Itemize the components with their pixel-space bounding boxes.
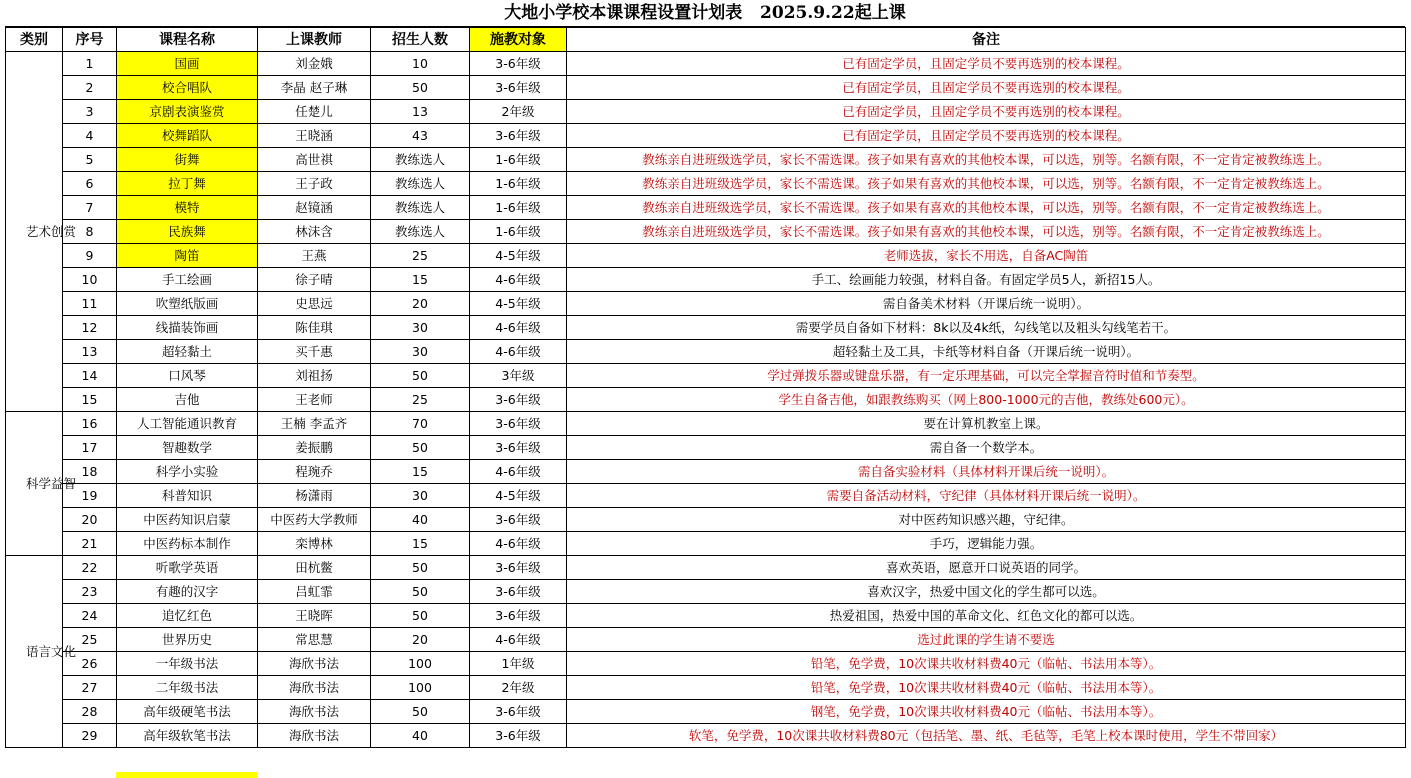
grade-cell[interactable]: 2年级 (470, 676, 567, 700)
course-cell[interactable]: 高年级硬笔书法 (117, 700, 258, 724)
grade-cell[interactable]: 3-6年级 (470, 412, 567, 436)
table-row[interactable] (6, 244, 1406, 268)
grade-cell[interactable]: 4-5年级 (470, 244, 567, 268)
grade-cell[interactable]: 1-6年级 (470, 220, 567, 244)
teacher-cell[interactable]: 海欣书法 (258, 700, 371, 724)
grade-cell[interactable]: 2年级 (470, 100, 567, 124)
table-row[interactable] (6, 148, 1406, 172)
table-row[interactable] (6, 52, 1406, 76)
quota-cell[interactable]: 25 (371, 388, 470, 412)
header-note: 备注 (567, 28, 1406, 52)
course-cell[interactable]: 听歌学英语 (117, 556, 258, 580)
teacher-cell[interactable]: 王子政 (258, 172, 371, 196)
quota-cell[interactable]: 10 (371, 52, 470, 76)
table-row[interactable] (6, 124, 1406, 148)
grade-cell[interactable]: 3-6年级 (470, 556, 567, 580)
teacher-cell[interactable]: 李晶 赵子琳 (258, 76, 371, 100)
index-cell[interactable]: 14 (63, 364, 117, 388)
note-cell[interactable]: 钢笔，免学费，10次课共收材料费40元（临帖、书法用本等）。 (567, 700, 1406, 724)
teacher-cell[interactable]: 刘金娥 (258, 52, 371, 76)
course-cell[interactable]: 拉丁舞 (117, 172, 258, 196)
quota-cell[interactable]: 50 (371, 700, 470, 724)
course-cell[interactable]: 超轻黏土 (117, 340, 258, 364)
quota-cell[interactable]: 40 (371, 724, 470, 748)
grade-cell[interactable]: 3-6年级 (470, 508, 567, 532)
index-cell[interactable]: 29 (63, 724, 117, 748)
course-cell[interactable]: 二年级书法 (117, 676, 258, 700)
course-cell[interactable]: 吉他 (117, 388, 258, 412)
quota-cell[interactable]: 20 (371, 292, 470, 316)
teacher-cell[interactable]: 吕虹霏 (258, 580, 371, 604)
quota-cell[interactable]: 30 (371, 484, 470, 508)
note-cell[interactable]: 已有固定学员，且固定学员不要再选别的校本课程。 (567, 76, 1406, 100)
quota-cell[interactable]: 13 (371, 100, 470, 124)
course-cell[interactable]: 民族舞 (117, 220, 258, 244)
grade-cell[interactable]: 3-6年级 (470, 700, 567, 724)
grade-cell[interactable]: 4-6年级 (470, 316, 567, 340)
sheet-title: 大地小学校本课课程设置计划表 2025.9.22起上课 (504, 3, 906, 23)
table-row[interactable] (6, 316, 1406, 340)
category-label: 艺术创赏 (26, 223, 77, 239)
note-cell[interactable]: 已有固定学员，且固定学员不要再选别的校本课程。 (567, 124, 1406, 148)
index-cell[interactable]: 11 (63, 292, 117, 316)
note-cell[interactable]: 需自备一个数学本。 (567, 436, 1406, 460)
table-row[interactable] (6, 268, 1406, 292)
course-cell[interactable]: 手工绘画 (117, 268, 258, 292)
note-cell[interactable]: 学过弹拨乐器或键盘乐器，有一定乐理基础，可以完全掌握音符时值和节奏型。 (567, 364, 1406, 388)
teacher-cell[interactable]: 田杭鳖 (258, 556, 371, 580)
teacher-cell[interactable]: 海欣书法 (258, 676, 371, 700)
teacher-cell[interactable]: 王老师 (258, 388, 371, 412)
quota-cell[interactable]: 15 (371, 460, 470, 484)
index-cell[interactable]: 1 (63, 52, 117, 76)
header-teacher: 上课教师 (258, 28, 371, 52)
grade-cell[interactable]: 1-6年级 (470, 148, 567, 172)
note-cell[interactable]: 教练亲自进班级选学员，家长不需选课。孩子如果有喜欢的其他校本课，可以选，别等。名额有限，不一定肯定被教练选上。 (567, 196, 1406, 220)
table-row[interactable] (6, 220, 1406, 244)
table-row[interactable] (6, 604, 1406, 628)
category-cell[interactable] (6, 52, 77, 412)
quota-cell[interactable]: 70 (371, 412, 470, 436)
index-cell[interactable]: 17 (63, 436, 117, 460)
course-cell[interactable]: 吹塑纸版画 (117, 292, 258, 316)
table-row[interactable] (6, 172, 1406, 196)
index-cell[interactable]: 15 (63, 388, 117, 412)
quota-cell[interactable]: 50 (371, 604, 470, 628)
header-quota: 招生人数 (371, 28, 470, 52)
grade-cell[interactable]: 3-6年级 (470, 388, 567, 412)
course-cell[interactable]: 国画 (117, 52, 258, 76)
course-cell[interactable]: 科普知识 (117, 484, 258, 508)
teacher-cell[interactable]: 赵镜涵 (258, 196, 371, 220)
header-category: 类别 (6, 28, 63, 52)
index-cell[interactable]: 22 (63, 556, 117, 580)
grade-cell[interactable]: 3-6年级 (470, 580, 567, 604)
course-cell[interactable]: 追忆红色 (117, 604, 258, 628)
header-row (6, 28, 1406, 52)
table-row[interactable] (6, 460, 1406, 484)
index-cell[interactable]: 5 (63, 148, 117, 172)
course-cell[interactable]: 一年级书法 (117, 652, 258, 676)
note-cell[interactable]: 教练亲自进班级选学员，家长不需选课。孩子如果有喜欢的其他校本课，可以选，别等。名额有限，不一定肯定被教练选上。 (567, 172, 1406, 196)
note-cell[interactable]: 铅笔，免学费，10次课共收材料费40元（临帖、书法用本等）。 (567, 676, 1406, 700)
teacher-cell[interactable]: 姜振鹏 (258, 436, 371, 460)
teacher-cell[interactable]: 常思慧 (258, 628, 371, 652)
index-cell[interactable]: 27 (63, 676, 117, 700)
course-cell[interactable]: 有趣的汉字 (117, 580, 258, 604)
teacher-cell[interactable]: 高世祺 (258, 148, 371, 172)
next-row-highlight (116, 772, 257, 778)
table-row[interactable] (6, 388, 1406, 412)
course-cell[interactable]: 校舞蹈队 (117, 124, 258, 148)
note-cell[interactable]: 已有固定学员，且固定学员不要再选别的校本课程。 (567, 100, 1406, 124)
grade-cell[interactable]: 4-6年级 (470, 532, 567, 556)
note-cell[interactable]: 已有固定学员，且固定学员不要再选别的校本课程。 (567, 52, 1406, 76)
teacher-cell[interactable]: 程琬乔 (258, 460, 371, 484)
grade-cell[interactable]: 3-6年级 (470, 724, 567, 748)
index-cell[interactable]: 24 (63, 604, 117, 628)
table-row[interactable] (6, 508, 1406, 532)
quota-cell[interactable]: 50 (371, 76, 470, 100)
grade-cell[interactable]: 3-6年级 (470, 436, 567, 460)
index-cell[interactable]: 12 (63, 316, 117, 340)
course-cell[interactable]: 智趣数学 (117, 436, 258, 460)
grade-cell[interactable]: 3年级 (470, 364, 567, 388)
quota-cell[interactable]: 100 (371, 652, 470, 676)
grade-cell[interactable]: 4-5年级 (470, 484, 567, 508)
course-table (5, 27, 1406, 748)
grade-cell[interactable]: 3-6年级 (470, 52, 567, 76)
note-cell[interactable]: 手巧，逻辑能力强。 (567, 532, 1406, 556)
table-row[interactable] (6, 196, 1406, 220)
index-cell[interactable]: 26 (63, 652, 117, 676)
quota-cell[interactable]: 教练选人 (371, 220, 470, 244)
teacher-cell[interactable]: 海欣书法 (258, 724, 371, 748)
note-cell[interactable]: 学生自备吉他，如跟教练购买（网上800-1000元的吉他，教练处600元）。 (567, 388, 1406, 412)
header-index: 序号 (63, 28, 117, 52)
index-cell[interactable]: 8 (63, 220, 117, 244)
note-cell[interactable]: 超轻黏土及工具，卡纸等材料自备（开课后统一说明）。 (567, 340, 1406, 364)
quota-cell[interactable]: 教练选人 (371, 148, 470, 172)
table-row[interactable] (6, 412, 1406, 436)
teacher-cell[interactable]: 买千惠 (258, 340, 371, 364)
sheet-title-row (5, 0, 1405, 27)
table-row[interactable] (6, 628, 1406, 652)
quota-cell[interactable]: 50 (371, 580, 470, 604)
note-cell[interactable]: 软笔，免学费，10次课共收材料费80元（包括笔、墨、纸、毛毡等，毛笔上校本课时使用，学生不带回家） (567, 724, 1406, 748)
index-cell[interactable]: 6 (63, 172, 117, 196)
note-cell[interactable]: 要在计算机教室上课。 (567, 412, 1406, 436)
index-cell[interactable]: 10 (63, 268, 117, 292)
note-cell[interactable]: 铅笔，免学费，10次课共收材料费40元（临帖、书法用本等）。 (567, 652, 1406, 676)
quota-cell[interactable]: 教练选人 (371, 172, 470, 196)
note-cell[interactable]: 教练亲自进班级选学员，家长不需选课。孩子如果有喜欢的其他校本课，可以选，别等。名额有限，不一定肯定被教练选上。 (567, 148, 1406, 172)
grade-cell[interactable]: 1-6年级 (470, 172, 567, 196)
quota-cell[interactable]: 50 (371, 364, 470, 388)
note-cell[interactable]: 需自备实验材料（具体材料开课后统一说明）。 (567, 460, 1406, 484)
quota-cell[interactable]: 50 (371, 556, 470, 580)
header-grade: 施教对象 (470, 28, 567, 52)
teacher-cell[interactable]: 海欣书法 (258, 652, 371, 676)
course-cell[interactable]: 陶笛 (117, 244, 258, 268)
course-cell[interactable]: 口风琴 (117, 364, 258, 388)
grade-cell[interactable]: 3-6年级 (470, 76, 567, 100)
index-cell[interactable]: 13 (63, 340, 117, 364)
teacher-cell[interactable]: 王晓涵 (258, 124, 371, 148)
grade-cell[interactable]: 4-6年级 (470, 628, 567, 652)
table-row[interactable] (6, 724, 1406, 748)
category-label: 科学益智 (26, 475, 77, 491)
index-cell[interactable]: 4 (63, 124, 117, 148)
index-cell[interactable]: 25 (63, 628, 117, 652)
teacher-cell[interactable]: 王燕 (258, 244, 371, 268)
index-cell[interactable]: 28 (63, 700, 117, 724)
index-cell[interactable]: 20 (63, 508, 117, 532)
note-cell[interactable]: 热爱祖国，热爱中国的革命文化、红色文化的都可以选。 (567, 604, 1406, 628)
index-cell[interactable]: 7 (63, 196, 117, 220)
grade-cell[interactable]: 1年级 (470, 652, 567, 676)
teacher-cell[interactable]: 刘祖扬 (258, 364, 371, 388)
note-cell[interactable]: 需要学员自备如下材料：8k以及4k纸，勾线笔以及粗头勾线笔若干。 (567, 316, 1406, 340)
course-cell[interactable]: 中医药标本制作 (117, 532, 258, 556)
note-cell[interactable]: 手工、绘画能力较强，材料自备。有固定学员5人，新招15人。 (567, 268, 1406, 292)
category-label: 语言文化 (26, 643, 77, 659)
index-cell[interactable]: 9 (63, 244, 117, 268)
table-row[interactable] (6, 700, 1406, 724)
grade-cell[interactable]: 4-6年级 (470, 268, 567, 292)
grade-cell[interactable]: 4-5年级 (470, 292, 567, 316)
grade-cell[interactable]: 3-6年级 (470, 604, 567, 628)
teacher-cell[interactable]: 栾博林 (258, 532, 371, 556)
course-cell[interactable]: 中医药知识启蒙 (117, 508, 258, 532)
teacher-cell[interactable]: 任楚儿 (258, 100, 371, 124)
note-cell[interactable]: 选过此课的学生请不要选 (567, 628, 1406, 652)
teacher-cell[interactable]: 王晓晖 (258, 604, 371, 628)
note-cell[interactable]: 喜欢英语，愿意开口说英语的同学。 (567, 556, 1406, 580)
course-cell[interactable]: 街舞 (117, 148, 258, 172)
table-row[interactable] (6, 532, 1406, 556)
quota-cell[interactable]: 教练选人 (371, 196, 470, 220)
note-cell[interactable]: 老师选拔，家长不用选，自备AC陶笛 (567, 244, 1406, 268)
teacher-cell[interactable]: 林沫含 (258, 220, 371, 244)
quota-cell[interactable]: 100 (371, 676, 470, 700)
quota-cell[interactable]: 30 (371, 316, 470, 340)
index-cell[interactable]: 21 (63, 532, 117, 556)
index-cell[interactable]: 23 (63, 580, 117, 604)
table-row[interactable] (6, 556, 1406, 580)
teacher-cell[interactable]: 陈佳琪 (258, 316, 371, 340)
grade-cell[interactable]: 4-6年级 (470, 460, 567, 484)
quota-cell[interactable]: 25 (371, 244, 470, 268)
quota-cell[interactable]: 15 (371, 532, 470, 556)
note-cell[interactable]: 教练亲自进班级选学员，家长不需选课。孩子如果有喜欢的其他校本课，可以选，别等。名额有限，不一定肯定被教练选上。 (567, 220, 1406, 244)
course-cell[interactable]: 世界历史 (117, 628, 258, 652)
grade-cell[interactable]: 4-6年级 (470, 340, 567, 364)
teacher-cell[interactable]: 徐子晴 (258, 268, 371, 292)
table-row[interactable] (6, 652, 1406, 676)
table-row[interactable] (6, 364, 1406, 388)
table-row[interactable] (6, 340, 1406, 364)
table-row[interactable] (6, 580, 1406, 604)
course-cell[interactable]: 模特 (117, 196, 258, 220)
teacher-cell[interactable]: 杨潇雨 (258, 484, 371, 508)
course-cell[interactable]: 高年级软笔书法 (117, 724, 258, 748)
quota-cell[interactable]: 43 (371, 124, 470, 148)
quota-cell[interactable]: 50 (371, 436, 470, 460)
note-cell[interactable]: 需自备美术材料（开课后统一说明）。 (567, 292, 1406, 316)
quota-cell[interactable]: 15 (371, 268, 470, 292)
quota-cell[interactable]: 20 (371, 628, 470, 652)
teacher-cell[interactable]: 中医药大学教师 (258, 508, 371, 532)
table-row[interactable] (6, 100, 1406, 124)
course-cell[interactable]: 科学小实验 (117, 460, 258, 484)
table-row[interactable] (6, 436, 1406, 460)
index-cell[interactable]: 16 (63, 412, 117, 436)
table-row[interactable] (6, 76, 1406, 100)
quota-cell[interactable]: 40 (371, 508, 470, 532)
category-cell[interactable] (6, 556, 77, 748)
index-cell[interactable]: 19 (63, 484, 117, 508)
course-cell[interactable]: 校合唱队 (117, 76, 258, 100)
teacher-cell[interactable]: 王楠 李孟齐 (258, 412, 371, 436)
note-cell[interactable]: 喜欢汉字，热爱中国文化的学生都可以选。 (567, 580, 1406, 604)
note-cell[interactable]: 需要自备活动材料，守纪律（具体材料开课后统一说明）。 (567, 484, 1406, 508)
course-cell[interactable]: 京剧表演鉴赏 (117, 100, 258, 124)
table-row[interactable] (6, 484, 1406, 508)
quota-cell[interactable]: 30 (371, 340, 470, 364)
index-cell[interactable]: 18 (63, 460, 117, 484)
course-rows (6, 52, 1406, 748)
course-cell[interactable]: 人工智能通识教育 (117, 412, 258, 436)
header-course: 课程名称 (117, 28, 258, 52)
index-cell[interactable]: 2 (63, 76, 117, 100)
teacher-cell[interactable]: 史思远 (258, 292, 371, 316)
table-row[interactable] (6, 292, 1406, 316)
course-schedule-sheet (5, 0, 1405, 748)
category-cell[interactable] (6, 412, 77, 556)
course-cell[interactable]: 线描装饰画 (117, 316, 258, 340)
index-cell[interactable]: 3 (63, 100, 117, 124)
note-cell[interactable]: 对中医药知识感兴趣，守纪律。 (567, 508, 1406, 532)
table-row[interactable] (6, 676, 1406, 700)
grade-cell[interactable]: 1-6年级 (470, 196, 567, 220)
grade-cell[interactable]: 3-6年级 (470, 124, 567, 148)
